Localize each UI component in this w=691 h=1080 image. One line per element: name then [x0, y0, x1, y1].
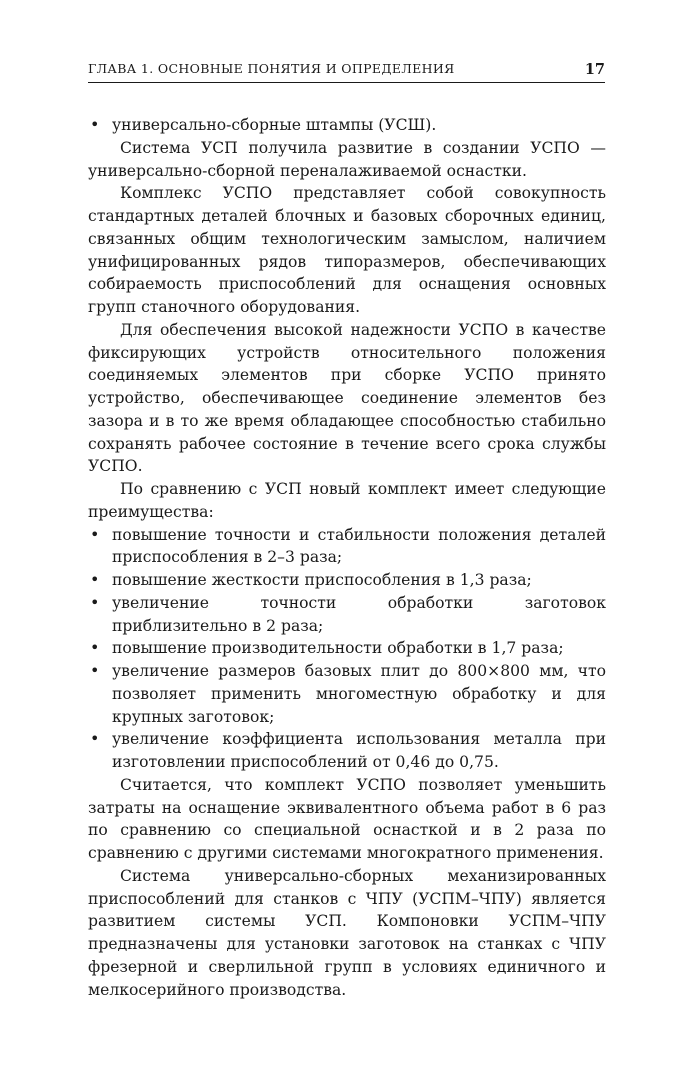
list-item: • повышение жесткости приспособления в 1,3 раза;: [88, 569, 606, 592]
advantages-list: [88, 524, 606, 774]
list-item: • увеличение коэффициента использования металла при изготовлении приспособлений от 0,46 до 0,75.: [88, 728, 606, 774]
chapter-title: ГЛАВА 1. ОСНОВНЫЕ ПОНЯТИЯ И ОПРЕДЕЛЕНИЯ: [88, 61, 455, 76]
paragraph-advantages-intro: По сравнению с УСП новый комплект имеет следующие преимущества:: [88, 480, 606, 521]
paragraph-uspm-cnc: Система универсально-сборных механизированных приспособлений для станков с ЧПУ (УСПМ–ЧПУ) является развитием системы УСП. Компоновки УСПМ–ЧПУ предназначены для установки заготовок на станках с ЧПУ фрезерной и сверлильной групп в условиях единичного и мелкосерийного производства.: [88, 866, 606, 999]
paragraph-cost-reduction: Считается, что комплект УСПО позволяет уменьшить затраты на оснащение эквивалентного объема работ в 6 раз по сравнению со специальной оснасткой и в 2 раза по сравнению с другими системами многократного применения.: [88, 775, 606, 862]
paragraph-reliability: Для обеспечения высокой надежности УСПО в качестве фиксирующих устройств относительного положения соединяемых элементов при сборке УСПО принято устройство, обеспечивающее соединение элементов без зазора и в то же время обладающее способностью стабильно сохранять рабочее состояние в течение всего срока службы УСПО.: [88, 320, 606, 476]
page-number: 17: [584, 61, 605, 78]
list-item: • увеличение точности обработки заготовок приблизительно в 2 раза;: [88, 592, 606, 638]
list-item: • увеличение размеров базовых плит до 800×800 мм, что позволяет применить многоместную обработку и для крупных заготовок;: [88, 660, 606, 728]
paragraph-uspo-complex: Комплекс УСПО представляет собой совокупность стандартных деталей блочных и базовых сборочных единиц, связанных общим технологическим замыслом, наличием унифицированных рядов типоразмеров, обеспечивающих собираемость приспособлений для оснащения основных групп станочного оборудования.: [88, 184, 606, 316]
paragraph-usp-development: Система УСП получила развитие в создании УСПО — универсально-сборной переналаживаемой оснастки.: [88, 138, 606, 180]
list-item: • универсально-сборные штампы (УСШ).: [88, 114, 606, 137]
bullet-list-top: [88, 114, 606, 137]
page-body: [88, 114, 606, 1001]
list-item: • повышение производительности обработки в 1,7 раза;: [88, 637, 606, 660]
list-item: • повышение точности и стабильности положения деталей приспособления в 2–3 раза;: [88, 524, 606, 570]
running-header: [88, 60, 605, 83]
